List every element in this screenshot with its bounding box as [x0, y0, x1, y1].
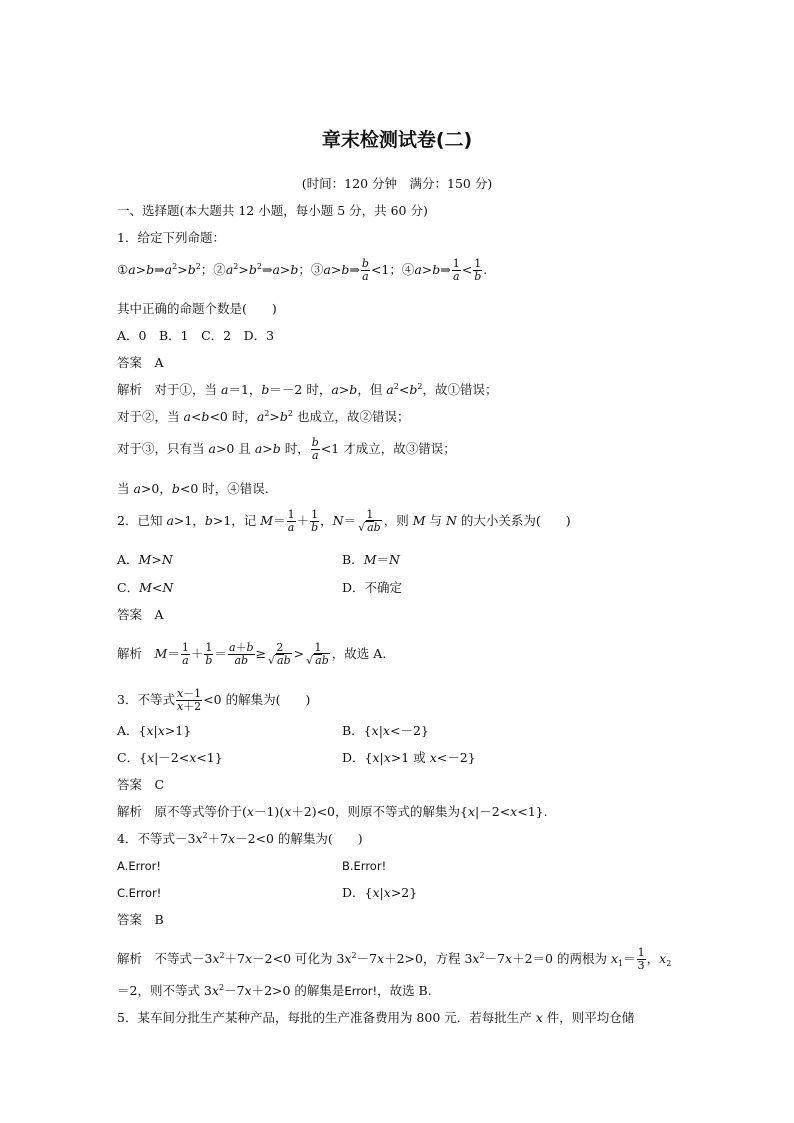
q1-stem: 1．给定下列命题： [117, 230, 225, 245]
q2-option-a: A．M>N [117, 552, 173, 567]
analysis-label: 解析 [117, 382, 143, 397]
analysis-label: 解析 [117, 804, 143, 819]
q3-option-b: B．{x|x<－2} [342, 723, 429, 738]
q3-solution: 解析 原不等式等价于(x－1)(x＋2)<0，则原不等式的解集为{x|－2<x<1}. [117, 804, 548, 819]
q3-answer [117, 777, 164, 793]
q1-ask: 其中正确的命题个数是( ) [117, 301, 277, 316]
q2-option-c: C．M<N [117, 580, 174, 595]
q1-solution-3: 对于③，只有当 a>0 且 a>b 时， $\frac{b}{a}$ <1 才成立，故③错误； [117, 436, 456, 462]
q2-option-b: B．M＝N [342, 552, 400, 567]
q3-answer-value: C [154, 777, 165, 792]
q2-answer [117, 607, 164, 623]
q3-option-a: A．{x|x>1} [117, 723, 192, 738]
page-title: 章末检测试卷(二) [321, 129, 473, 151]
q1-solution-4: 当 a>0，b<0 时，④错误. [117, 481, 269, 496]
answer-label: 答案 [117, 777, 143, 792]
q4-option-c: C.Error! [117, 886, 162, 900]
answer-label: 答案 [117, 355, 143, 370]
q1-propositions: $①a>b\Rightarrow a^2>b^2$；$②a^2>b^2\Rightarrow a>b$；③a>b⇒ $\frac{b}{a}$ <1；④a>b⇒ $\frac{1}{a}$ < $\frac{1}{b}$ . [117, 257, 488, 283]
section-heading: 一、选择题(本大题共 12 小题，每小题 5 分，共 60 分) [117, 203, 428, 218]
q4-option-d: D．{x|x>2} [342, 885, 418, 900]
q4-option-b: B.Error! [342, 859, 387, 873]
q2-option-d: D．不确定 [342, 580, 403, 595]
q4-answer-value: B [154, 912, 164, 927]
q1-answer-value: A [154, 355, 164, 370]
q2-stem: 2．已知 a>1，b>1，记 M＝ $\frac{1}{a}$ ＋ $\frac{1}{b}$ ，N＝ 1 √ ab ，则 M 与 N 的大小关系为( ) [117, 509, 571, 534]
q1-solution-2: 对于②，当 a<b<0 时，$a^2>b^2$ 也成立，故②错误； [117, 409, 410, 424]
exam-info: (时间：120 分钟 满分：150 分) [301, 176, 493, 191]
q1-solution-1: 解析 对于①，当 a＝1，b＝－2 时，a>b，但 $a^2<b^2$，故①错误； [117, 382, 498, 397]
q3-option-c: C．{x|－2<x<1} [117, 750, 223, 765]
q3-stem: 3．不等式 $\frac{x-1}{x+2}$ <0 的解集为( ) [117, 687, 311, 713]
q4-answer [117, 912, 164, 928]
answer-label: 答案 [117, 607, 143, 622]
q4-option-a: A.Error! [117, 859, 161, 873]
answer-label: 答案 [117, 912, 143, 927]
q4-solution-1: 解析 不等式$-3x^2+7x-2<0$ 可化为 $3x^2-7x+2>0$，方程 $3x^2-7x+2=0$ 的两根为 $x_1=$ $\frac{1}{3}$ ，$x_2$ [117, 946, 672, 972]
q1-answer [117, 355, 164, 371]
q5-stem: 5．某车间分批生产某种产品，每批的生产准备费用为 800 元．若每批生产 x 件，则平均仓储 [117, 1010, 635, 1025]
analysis-label: 解析 [117, 646, 143, 661]
q1-options: A．0 B．1 C．2 D．3 [117, 328, 275, 343]
q3-option-d: D．{x|x>1 或 x<－2} [342, 750, 476, 765]
q2-solution: 解析 M＝ $\frac{1}{a}$ ＋ $\frac{1}{b}$ ＝ $\frac{a+b}{ab}$ ≥ 2 √ ab > 1 √ ab ，故选 A. [117, 642, 386, 667]
q4-solution-2: ＝2，则不等式 $3x^2-7x+2>0$ 的解集是Error!，故选 B. [117, 983, 432, 998]
analysis-label: 解析 [117, 951, 143, 966]
q2-answer-value: A [154, 607, 164, 622]
q4-stem: 4．不等式$-3x^2+7x-2<0$ 的解集为( ) [117, 831, 363, 846]
